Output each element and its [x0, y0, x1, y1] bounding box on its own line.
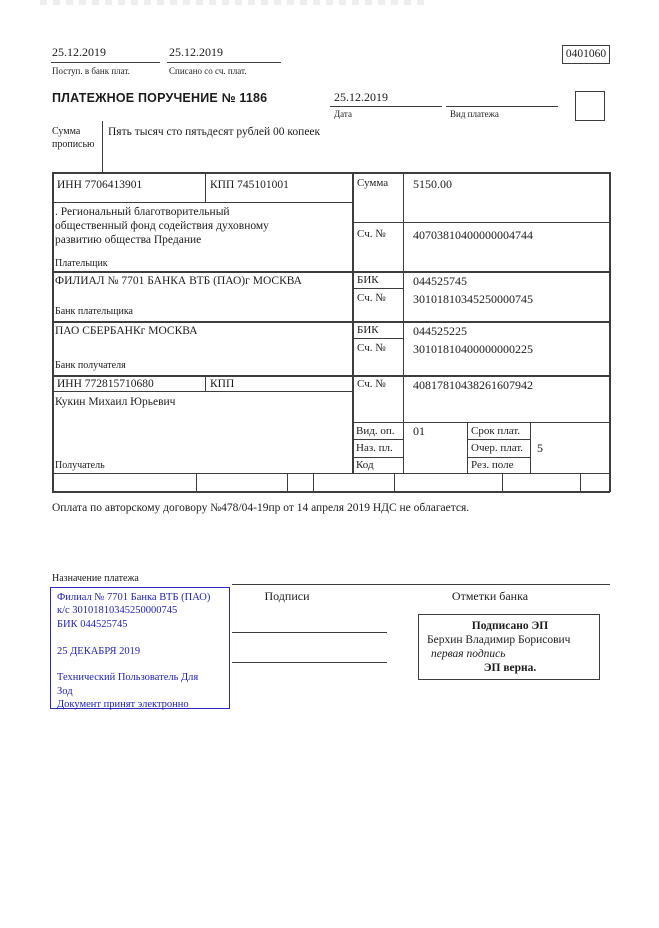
bank-marks-title: Отметки банка — [451, 589, 529, 603]
beneficiary-inn: ИНН 772815710680 — [57, 378, 154, 390]
date-underline — [330, 106, 442, 107]
beneficiary-bank-section-label: Банк получателя — [55, 360, 126, 371]
payer-bank-name: ФИЛИАЛ № 7701 БАНКА ВТБ (ПАО)г МОСКВА — [55, 275, 302, 287]
debited-label: Списано со сч. плат. — [169, 66, 247, 76]
payer-name-line1: . Региональный благотворительный — [55, 206, 230, 218]
reserve-field-label: Рез. поле — [471, 459, 514, 471]
amount-in-words-value: Пять тысяч сто пятьдесят рублей 00 копеек — [108, 126, 321, 138]
payer-account-value: 40703810400000004744 — [413, 228, 533, 242]
payer-name-line3: развитию общества Предание — [55, 234, 202, 246]
beneficiary-bank-bik-label: БИК — [357, 324, 379, 336]
bank-stamp-operator-line2: Зод — [57, 685, 73, 697]
amount-label: Сумма — [357, 177, 389, 189]
bank-stamp-date: 25 ДЕКАБРЯ 2019 — [57, 645, 141, 657]
code-label: Код — [356, 459, 374, 471]
bank-stamp-operator-line1: Технический Пользователь Для — [57, 672, 199, 684]
signatures-top-rule — [232, 584, 610, 585]
ep-verified-label: ЭП верна. — [483, 662, 537, 674]
payer-name-line2: общественный фонд содействия духовному — [55, 220, 269, 232]
date-label: Дата — [334, 109, 352, 119]
payer-bank-account-label: Сч. № — [357, 292, 386, 304]
payer-bank-section-label: Банк плательщика — [55, 306, 133, 317]
payer-account-label: Сч. № — [357, 228, 386, 240]
payer-section-label: Плательщик — [55, 258, 108, 269]
payer-bank-bik-value: 044525745 — [413, 274, 467, 288]
electronic-signature-stamp — [418, 614, 600, 680]
bank-stamp-bik: БИК 044525745 — [57, 618, 128, 630]
signatures-title: Подписи — [264, 589, 310, 603]
bank-stamp-corr-account: к/с 30101810345250000745 — [57, 605, 178, 617]
page-top-cut-artifact — [40, 0, 430, 5]
payment-type-underline — [446, 106, 558, 107]
debited-date-underline — [167, 62, 281, 63]
due-date-label: Срок плат. — [471, 425, 521, 437]
ep-signer-name: Берхин Владимир Борисович — [427, 634, 571, 646]
received-in-bank-label: Поступ. в банк плат. — [52, 66, 130, 76]
received-in-bank-date: 25.12.2019 — [52, 45, 106, 59]
ep-signed-label: Подписано ЭП — [471, 620, 549, 632]
payer-inn: ИНН 7706413901 — [57, 179, 143, 191]
payer-bank-account-value: 30101810345250000745 — [413, 292, 533, 306]
beneficiary-kpp: КПП — [210, 378, 235, 390]
op-type-label: Вид. оп. — [356, 425, 395, 437]
beneficiary-bank-account-label: Сч. № — [357, 342, 386, 354]
payment-purpose-section-label: Назначение платежа — [52, 573, 139, 584]
document-title: ПЛАТЕЖНОЕ ПОРУЧЕНИЕ № 1186 — [52, 91, 268, 105]
amount-value: 5150.00 — [413, 177, 452, 191]
ep-signature-kind: первая подпись — [431, 648, 506, 660]
op-type-value: 01 — [413, 424, 425, 438]
amount-words-label-line2: прописью — [52, 139, 95, 150]
signature-line-1 — [232, 632, 387, 633]
received-date-underline — [51, 62, 160, 63]
amount-words-divider — [102, 121, 103, 172]
payer-bank-bik-label: БИК — [357, 274, 379, 286]
beneficiary-account-label: Сч. № — [357, 378, 386, 390]
payer-kpp: КПП 745101001 — [210, 179, 289, 191]
purpose-code-label: Наз. пл. — [356, 442, 393, 454]
bank-stamp-bank-name: Филиал № 7701 Банка ВТБ (ПАО) — [57, 592, 211, 603]
document-date: 25.12.2019 — [334, 90, 388, 104]
beneficiary-bank-name: ПАО СБЕРБАНКг МОСКВА — [55, 325, 198, 337]
beneficiary-account-value: 40817810438261607942 — [413, 378, 533, 392]
beneficiary-bank-bik-value: 044525225 — [413, 324, 467, 338]
amount-words-label-line1: Сумма — [52, 126, 81, 137]
form-code-box: 0401060 — [562, 45, 610, 64]
priority-value: 5 — [537, 441, 543, 455]
beneficiary-name: Кукин Михаил Юрьевич — [55, 396, 176, 408]
beneficiary-section-label: Получатель — [55, 460, 105, 471]
payment-type-label: Вид платежа — [450, 109, 499, 119]
payment-purpose-text: Оплата по авторскому договору №478/04-19пр от 14 апреля 2019 НДС не облагается. — [52, 502, 470, 514]
beneficiary-bank-account-value: 30101810400000000225 — [413, 342, 533, 356]
bank-stamp-accepted-note: Документ принят электронно — [57, 699, 189, 711]
debited-date: 25.12.2019 — [169, 45, 223, 59]
payment-type-box — [575, 91, 605, 121]
priority-label: Очер. плат. — [471, 442, 524, 454]
signature-line-2 — [232, 662, 387, 663]
bank-stamp — [50, 587, 230, 709]
